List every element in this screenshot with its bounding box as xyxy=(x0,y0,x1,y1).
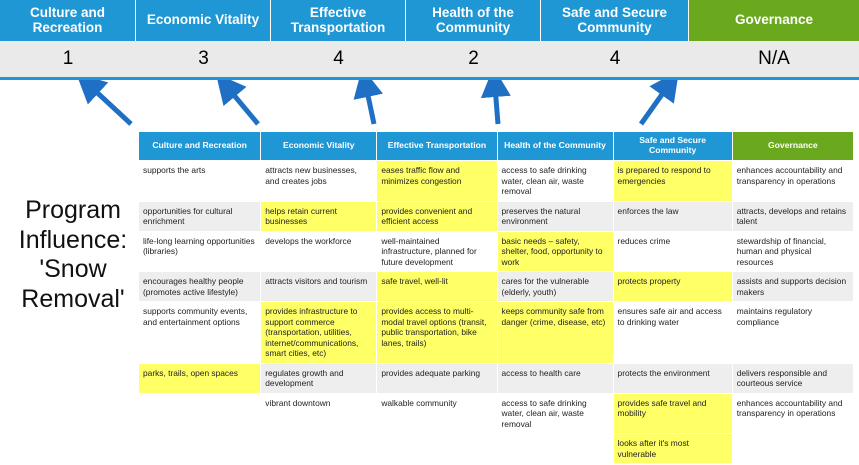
matrix-cell-r3-c4: protects property xyxy=(613,272,732,302)
table-row xyxy=(139,201,854,231)
matrix-col-header-0: Culture and Recreation xyxy=(139,132,261,161)
matrix-col-header-1: Economic Vitality xyxy=(261,132,377,161)
arrow-culture xyxy=(90,86,131,124)
matrix-cell-r7-c4: looks after it's most vulnerable xyxy=(613,434,732,464)
matrix-cell-r2-c2: well-maintained infrastructure, planned for future development xyxy=(377,231,497,272)
matrix-cell-r0-c0: supports the arts xyxy=(139,161,261,202)
matrix-cell-r4-c2: provides access to multi-modal travel options (transit, public transportation, bike lanes, trails) xyxy=(377,302,497,364)
arrow-transportation xyxy=(366,86,374,124)
program-influence-label: Program Influence: 'Snow Removal' xyxy=(18,196,128,313)
matrix-col-header-3: Health of the Community xyxy=(497,132,613,161)
matrix-cell-r7-c2 xyxy=(377,434,497,464)
matrix-cell-r1-c5: attracts, develops and retains talent xyxy=(732,201,853,231)
matrix-cell-r0-c2: eases traffic flow and minimizes congestion xyxy=(377,161,497,202)
score-cell-4: 4 xyxy=(541,41,689,77)
matrix-cell-r5-c0: parks, trails, open spaces xyxy=(139,363,261,393)
matrix-cell-r6-c3: access to safe drinking water, clean air, waste removal xyxy=(497,393,613,434)
scorecard-header-band xyxy=(0,0,859,41)
table-row xyxy=(139,393,854,434)
scorecard-score-band xyxy=(0,41,859,77)
score-cell-1: 3 xyxy=(136,41,271,77)
matrix-cell-r4-c3: keeps community safe from danger (crime, disease, etc) xyxy=(497,302,613,364)
matrix-cell-r7-c3 xyxy=(497,434,613,464)
matrix-cell-r6-c2: walkable community xyxy=(377,393,497,434)
matrix-cell-r1-c0: opportunities for cultural enrichment xyxy=(139,201,261,231)
matrix-cell-r3-c5: assists and supports decision makers xyxy=(732,272,853,302)
matrix-cell-r3-c0: encourages healthy people (promotes active lifestyle) xyxy=(139,272,261,302)
header-cell-0: Culture and Recreation xyxy=(0,0,136,41)
matrix-cell-r7-c0 xyxy=(139,434,261,464)
matrix-cell-r2-c4: reduces crime xyxy=(613,231,732,272)
matrix-cell-r0-c1: attracts new businesses, and creates jobs xyxy=(261,161,377,202)
matrix-cell-r0-c5: enhances accountability and transparency in operations xyxy=(732,161,853,202)
matrix-cell-r4-c4: ensures safe air and access to drinking water xyxy=(613,302,732,364)
table-row xyxy=(139,272,854,302)
header-cell-2: Effective Transportation xyxy=(271,0,406,41)
matrix-cell-r6-c1: vibrant downtown xyxy=(261,393,377,434)
header-cell-4: Safe and Secure Community xyxy=(541,0,689,41)
arrow-economic xyxy=(228,88,258,124)
matrix-cell-r1-c2: provides convenient and efficient access xyxy=(377,201,497,231)
score-cell-3: 2 xyxy=(406,41,541,77)
matrix-cell-r1-c1: helps retain current businesses xyxy=(261,201,377,231)
matrix-cell-r4-c1: provides infrastructure to support commerce (transportation, utilities, internet/communications, smart cities, etc) xyxy=(261,302,377,364)
matrix-cell-r3-c3: cares for the vulnerable (elderly, youth) xyxy=(497,272,613,302)
matrix-header-row xyxy=(139,132,854,161)
matrix-cell-r7-c5 xyxy=(732,434,853,464)
matrix-cell-r2-c1: develops the workforce xyxy=(261,231,377,272)
matrix-cell-r4-c5: maintains regulatory compliance xyxy=(732,302,853,364)
strategic-outcomes-matrix xyxy=(138,131,854,464)
arrow-safe xyxy=(641,86,668,124)
arrow-health xyxy=(495,86,498,124)
table-row xyxy=(139,363,854,393)
matrix-cell-r2-c0: life-long learning opportunities (libraries) xyxy=(139,231,261,272)
matrix-cell-r2-c5: stewardship of financial, human and physical resources xyxy=(732,231,853,272)
matrix-cell-r7-c1 xyxy=(261,434,377,464)
matrix-col-header-2: Effective Transportation xyxy=(377,132,497,161)
score-cell-5: N/A xyxy=(689,41,859,77)
matrix-cell-r1-c4: enforces the law xyxy=(613,201,732,231)
matrix-cell-r5-c3: access to health care xyxy=(497,363,613,393)
header-cell-3: Health of the Community xyxy=(406,0,541,41)
matrix-cell-r5-c1: regulates growth and development xyxy=(261,363,377,393)
table-row xyxy=(139,161,854,202)
matrix-cell-r5-c5: delivers responsible and courteous service xyxy=(732,363,853,393)
score-cell-2: 4 xyxy=(271,41,406,77)
matrix-header xyxy=(139,132,854,161)
matrix-cell-r4-c0: supports community events, and entertainment options xyxy=(139,302,261,364)
matrix-cell-r0-c4: is prepared to respond to emergencies xyxy=(613,161,732,202)
matrix-cell-r6-c4: provides safe travel and mobility xyxy=(613,393,732,434)
table-row xyxy=(139,231,854,272)
arrows-svg xyxy=(0,80,859,132)
table-row xyxy=(139,434,854,464)
score-cell-0: 1 xyxy=(0,41,136,77)
matrix-cell-r0-c3: access to safe drinking water, clean air, waste removal xyxy=(497,161,613,202)
matrix-col-header-4: Safe and Secure Community xyxy=(613,132,732,161)
matrix-col-header-5: Governance xyxy=(732,132,853,161)
matrix-cell-r6-c5: enhances accountability and transparency in operations xyxy=(732,393,853,434)
arrow-group xyxy=(0,80,859,132)
matrix-cell-r2-c3: basic needs – safety, shelter, food, opportunity to work xyxy=(497,231,613,272)
matrix-cell-r6-c0 xyxy=(139,393,261,434)
matrix-body xyxy=(139,161,854,464)
matrix-cell-r5-c2: provides adequate parking xyxy=(377,363,497,393)
table-row xyxy=(139,302,854,364)
matrix-cell-r3-c1: attracts visitors and tourism xyxy=(261,272,377,302)
matrix-cell-r5-c4: protects the environment xyxy=(613,363,732,393)
matrix-cell-r3-c2: safe travel, well-lit xyxy=(377,272,497,302)
header-cell-5: Governance xyxy=(689,0,859,41)
header-cell-1: Economic Vitality xyxy=(136,0,271,41)
matrix-cell-r1-c3: preserves the natural environment xyxy=(497,201,613,231)
